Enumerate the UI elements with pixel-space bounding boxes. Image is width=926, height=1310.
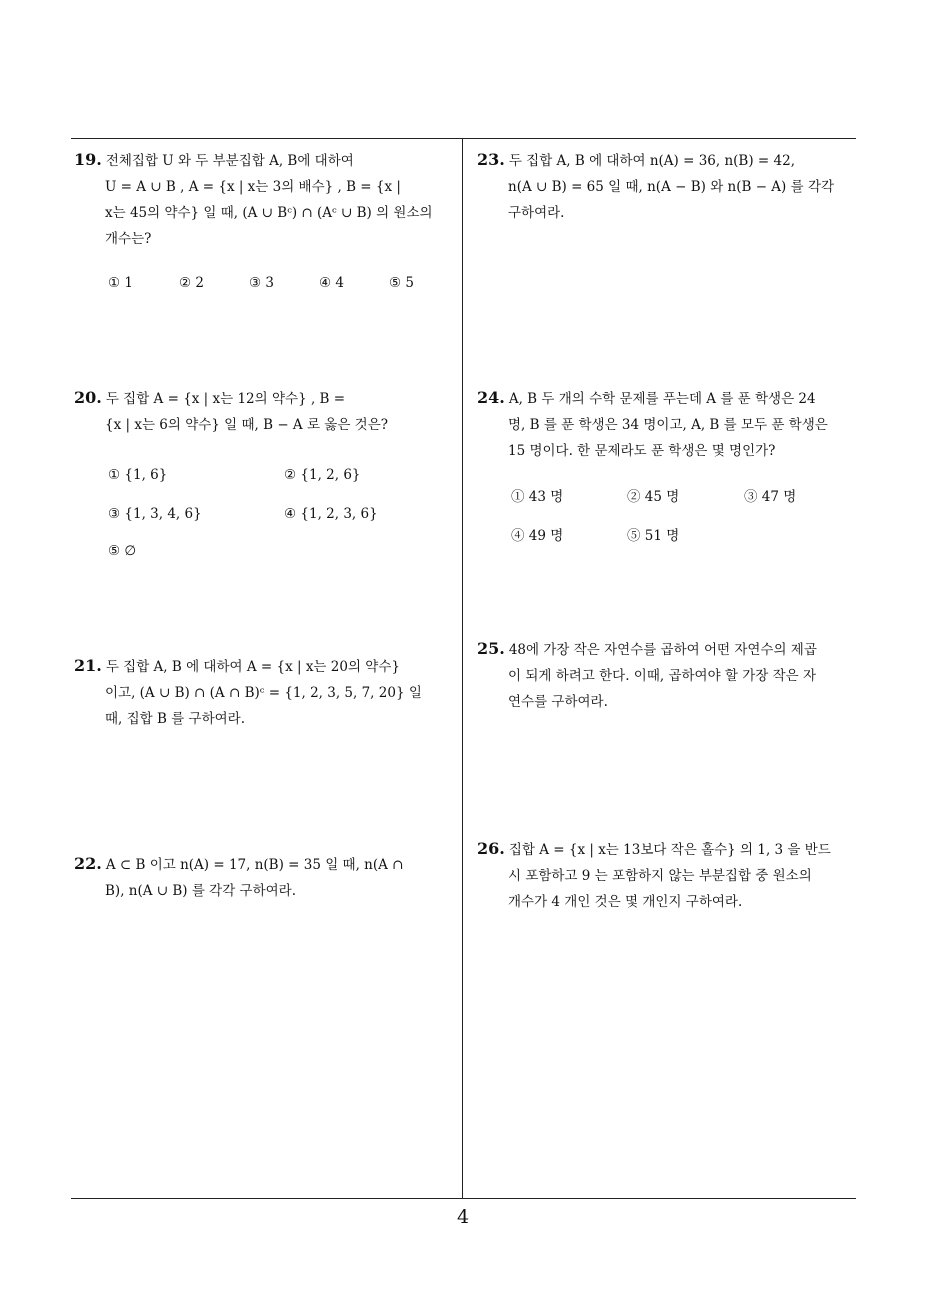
- problem-22: [74, 851, 456, 904]
- problem-number: 19.: [74, 150, 102, 169]
- problem-number: 23.: [477, 150, 505, 169]
- choices: [477, 484, 859, 510]
- problem-23: [477, 147, 859, 226]
- problem-text-line: 두 집합 A, B 에 대하여 n(A) = 36, n(B) = 42,: [508, 153, 795, 169]
- problem-text-line: 이 되게 하려고 한다. 이때, 곱하여야 할 가장 작은 자: [508, 668, 817, 684]
- problem-number: 22.: [74, 854, 102, 873]
- choice-1[interactable]: ① {1, 6}: [108, 467, 168, 483]
- problem-text-line: A ⊂ B 이고 n(A) = 17, n(B) = 35 일 때, n(A ∩: [105, 857, 404, 873]
- choices: [477, 523, 859, 549]
- choice-2[interactable]: ② {1, 2, 6}: [284, 467, 361, 483]
- problem-text-line: 명, B 를 푼 학생은 34 명이고, A, B 를 모두 푼 학생은: [508, 417, 828, 433]
- problem-number: 25.: [477, 639, 505, 658]
- problem-number: 20.: [74, 388, 102, 407]
- problem-24: [477, 385, 859, 549]
- choice-3[interactable]: ③ 3: [249, 275, 274, 291]
- problem-25: [477, 636, 859, 715]
- page-number: 4: [456, 1206, 470, 1228]
- choices: [74, 270, 456, 296]
- problem-text-line: n(A ∪ B) = 65 일 때, n(A − B) 와 n(B − A) 를 각각: [508, 179, 835, 195]
- choice-5[interactable]: ⑤ 51 명: [627, 528, 680, 544]
- problem-number: 26.: [477, 839, 505, 858]
- bottom-rule: [71, 1198, 856, 1199]
- problem-text-line: 개수는?: [105, 231, 152, 247]
- choice-4[interactable]: ④ 49 명: [511, 528, 564, 544]
- problem-text-line: 이고, (A ∪ B) ∩ (A ∩ B)ᶜ = {1, 2, 3, 5, 7, 20} 일: [105, 685, 422, 701]
- choice-5[interactable]: ⑤ ∅: [108, 543, 137, 559]
- choices: [74, 501, 456, 527]
- choice-4[interactable]: ④ {1, 2, 3, 6}: [284, 506, 378, 522]
- choice-2[interactable]: ② 2: [179, 275, 204, 291]
- problem-21: [74, 653, 456, 732]
- problem-text-line: 개수가 4 개인 것은 몇 개인지 구하여라.: [508, 894, 743, 910]
- choice-5[interactable]: ⑤ 5: [389, 275, 414, 291]
- column-divider: [462, 139, 463, 1198]
- problem-text-line: B), n(A ∪ B) 를 각각 구하여라.: [105, 883, 297, 899]
- problem-text-line: A, B 두 개의 수학 문제를 푸는데 A 를 푼 학생은 24: [508, 391, 816, 407]
- choices: [74, 538, 456, 564]
- problem-text-line: U = A ∪ B , A = {x | x는 3의 배수} , B = {x |: [105, 179, 401, 195]
- problem-text-line: 두 집합 A = {x | x는 12의 약수} , B =: [105, 391, 346, 407]
- problem-text-line: 15 명이다. 한 문제라도 푼 학생은 몇 명인가?: [508, 443, 776, 459]
- problem-19: [74, 147, 456, 296]
- problem-text-line: 때, 집합 B 를 구하여라.: [105, 711, 245, 727]
- choice-2[interactable]: ② 45 명: [627, 489, 680, 505]
- problem-text-line: 전체집합 U 와 두 부분집합 A, B에 대하여: [105, 153, 354, 169]
- problem-text-line: 구하여라.: [508, 205, 565, 221]
- choice-1[interactable]: ① 43 명: [511, 489, 564, 505]
- problem-20: [74, 385, 456, 564]
- choice-4[interactable]: ④ 4: [319, 275, 344, 291]
- problem-26: [477, 836, 859, 915]
- problem-text-line: 집합 A = {x | x는 13보다 작은 홀수} 의 1, 3 을 반드: [508, 842, 831, 858]
- problem-number: 21.: [74, 656, 102, 675]
- choice-1[interactable]: ① 1: [108, 275, 133, 291]
- top-rule: [71, 138, 856, 139]
- problem-number: 24.: [477, 388, 505, 407]
- problem-text-line: {x | x는 6의 약수} 일 때, B − A 로 옳은 것은?: [105, 417, 388, 433]
- choice-3[interactable]: ③ 47 명: [744, 489, 797, 505]
- problem-text-line: 두 집합 A, B 에 대하여 A = {x | x는 20의 약수}: [105, 659, 400, 675]
- problem-text-line: 연수를 구하여라.: [508, 694, 608, 710]
- choice-3[interactable]: ③ {1, 3, 4, 6}: [108, 506, 202, 522]
- problem-text-line: x는 45의 약수} 일 때, (A ∪ Bᶜ) ∩ (Aᶜ ∪ B) 의 원소의: [105, 205, 433, 221]
- choices: [74, 462, 456, 488]
- problem-text-line: 시 포함하고 9 는 포함하지 않는 부분집합 중 원소의: [508, 868, 812, 884]
- problem-text-line: 48에 가장 작은 자연수를 곱하여 어떤 자연수의 제곱: [508, 642, 817, 658]
